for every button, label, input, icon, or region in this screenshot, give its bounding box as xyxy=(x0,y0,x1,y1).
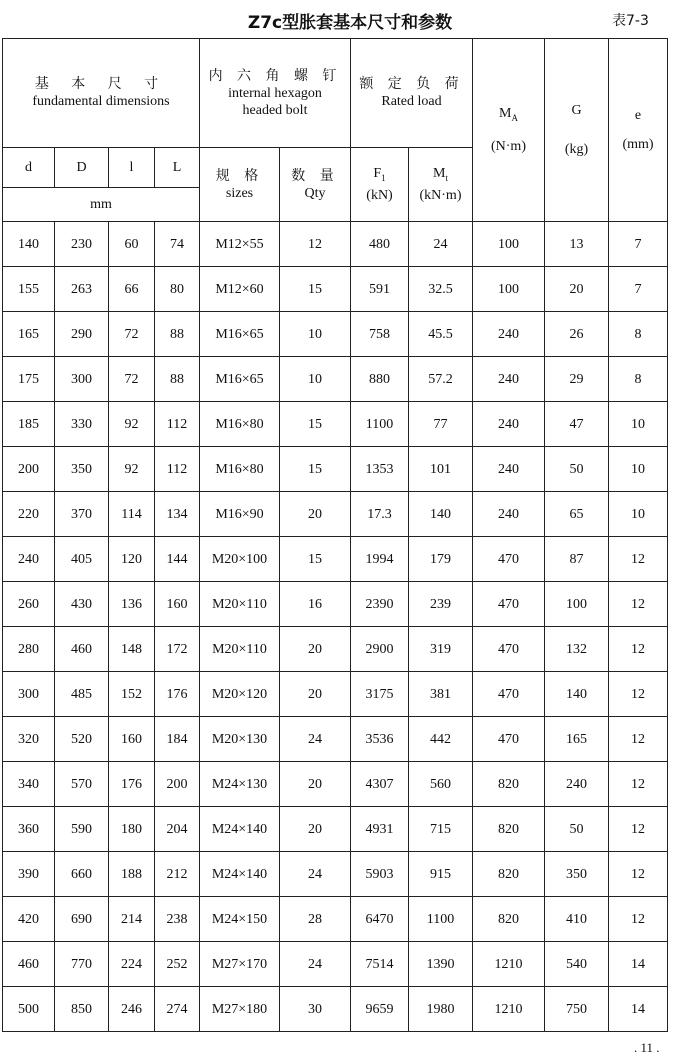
table-row xyxy=(3,762,668,807)
cell-f1: 2390 xyxy=(351,582,409,627)
cell-d: 280 xyxy=(3,627,55,672)
cell-ma: 470 xyxy=(473,537,545,582)
cell-d: 460 xyxy=(3,942,55,987)
table-body xyxy=(3,222,668,1032)
cell-D: 370 xyxy=(55,492,109,537)
bolt-cn: 内 六 角 螺 钉 xyxy=(208,67,342,84)
qty-cn: 数 量 xyxy=(291,167,339,184)
table-row xyxy=(3,582,668,627)
cell-g: 100 xyxy=(545,582,609,627)
table-row xyxy=(3,987,668,1032)
cell-D: 690 xyxy=(55,897,109,942)
cell-d: 165 xyxy=(3,312,55,357)
table-row xyxy=(3,267,668,312)
cell-l: 136 xyxy=(109,582,155,627)
cell-ma: 820 xyxy=(473,852,545,897)
cell-l: 92 xyxy=(109,402,155,447)
cell-d: 185 xyxy=(3,402,55,447)
cell-e: 10 xyxy=(609,447,668,492)
g-header xyxy=(545,39,609,222)
cell-qty: 15 xyxy=(280,402,351,447)
cell-mt: 1980 xyxy=(409,987,473,1032)
cell-g: 165 xyxy=(545,717,609,762)
table-row xyxy=(3,537,668,582)
cell-e: 12 xyxy=(609,852,668,897)
cell-l: 224 xyxy=(109,942,155,987)
page-number: . 11 . xyxy=(634,1040,660,1055)
ma-unit: (N·m) xyxy=(491,139,526,155)
cell-bolt-size: M16×80 xyxy=(200,447,280,492)
table-row xyxy=(3,942,668,987)
cell-g: 20 xyxy=(545,267,609,312)
col-L-header: L xyxy=(155,148,200,188)
cell-D: 485 xyxy=(55,672,109,717)
cell-l: 188 xyxy=(109,852,155,897)
cell-bolt-size: M27×170 xyxy=(200,942,280,987)
cell-e: 12 xyxy=(609,627,668,672)
col-d-header: d xyxy=(3,148,55,188)
cell-ma: 820 xyxy=(473,807,545,852)
cell-d: 240 xyxy=(3,537,55,582)
cell-qty: 20 xyxy=(280,672,351,717)
cell-L: 144 xyxy=(155,537,200,582)
cell-l: 176 xyxy=(109,762,155,807)
g-label: G xyxy=(571,103,582,118)
cell-f1: 1994 xyxy=(351,537,409,582)
table-row xyxy=(3,717,668,762)
rated-load-en: Rated load xyxy=(381,94,442,109)
col-sizes-header xyxy=(200,148,280,222)
cell-f1: 591 xyxy=(351,267,409,312)
table-row xyxy=(3,447,668,492)
cell-e: 14 xyxy=(609,987,668,1032)
cell-d: 300 xyxy=(3,672,55,717)
cell-f1: 7514 xyxy=(351,942,409,987)
basic-dimensions-header xyxy=(3,39,200,148)
cell-mt: 319 xyxy=(409,627,473,672)
cell-f1: 5903 xyxy=(351,852,409,897)
cell-f1: 3536 xyxy=(351,717,409,762)
cell-l: 60 xyxy=(109,222,155,267)
cell-ma: 470 xyxy=(473,582,545,627)
cell-ma: 470 xyxy=(473,717,545,762)
cell-e: 10 xyxy=(609,402,668,447)
cell-mt: 1390 xyxy=(409,942,473,987)
cell-g: 65 xyxy=(545,492,609,537)
cell-mt: 560 xyxy=(409,762,473,807)
table-title: Z7c型胀套基本尺寸和参数 xyxy=(247,13,453,33)
cell-g: 750 xyxy=(545,987,609,1032)
cell-mt: 24 xyxy=(409,222,473,267)
cell-g: 87 xyxy=(545,537,609,582)
cell-D: 300 xyxy=(55,357,109,402)
e-header xyxy=(609,39,668,222)
cell-e: 10 xyxy=(609,492,668,537)
cell-e: 12 xyxy=(609,762,668,807)
cell-f1: 4307 xyxy=(351,762,409,807)
table-number: 表7-3 xyxy=(612,13,649,29)
cell-e: 12 xyxy=(609,717,668,762)
cell-qty: 24 xyxy=(280,717,351,762)
cell-f1: 9659 xyxy=(351,987,409,1032)
cell-bolt-size: M16×90 xyxy=(200,492,280,537)
cell-D: 660 xyxy=(55,852,109,897)
table-row xyxy=(3,627,668,672)
cell-qty: 20 xyxy=(280,762,351,807)
cell-g: 540 xyxy=(545,942,609,987)
cell-mt: 381 xyxy=(409,672,473,717)
cell-ma: 240 xyxy=(473,357,545,402)
cell-l: 246 xyxy=(109,987,155,1032)
cell-L: 88 xyxy=(155,312,200,357)
cell-D: 460 xyxy=(55,627,109,672)
cell-ma: 820 xyxy=(473,762,545,807)
col-D-header: D xyxy=(55,148,109,188)
cell-f1: 480 xyxy=(351,222,409,267)
cell-f1: 17.3 xyxy=(351,492,409,537)
cell-mt: 179 xyxy=(409,537,473,582)
e-label: e xyxy=(634,108,642,123)
cell-ma: 240 xyxy=(473,402,545,447)
cell-l: 160 xyxy=(109,717,155,762)
cell-L: 212 xyxy=(155,852,200,897)
mt-sub: t xyxy=(445,172,448,183)
cell-L: 184 xyxy=(155,717,200,762)
cell-g: 240 xyxy=(545,762,609,807)
cell-d: 200 xyxy=(3,447,55,492)
f1-sub: 1 xyxy=(381,172,386,183)
cell-D: 230 xyxy=(55,222,109,267)
cell-qty: 16 xyxy=(280,582,351,627)
cell-mt: 915 xyxy=(409,852,473,897)
cell-d: 175 xyxy=(3,357,55,402)
cell-L: 74 xyxy=(155,222,200,267)
cell-g: 50 xyxy=(545,447,609,492)
cell-g: 140 xyxy=(545,672,609,717)
cell-l: 152 xyxy=(109,672,155,717)
cell-l: 148 xyxy=(109,627,155,672)
bolt-header xyxy=(200,39,351,148)
cell-qty: 24 xyxy=(280,942,351,987)
cell-L: 80 xyxy=(155,267,200,312)
cell-qty: 15 xyxy=(280,447,351,492)
cell-qty: 20 xyxy=(280,492,351,537)
cell-ma: 1210 xyxy=(473,987,545,1032)
cell-mt: 715 xyxy=(409,807,473,852)
ma-label: M xyxy=(499,105,512,121)
cell-bolt-size: M27×180 xyxy=(200,987,280,1032)
cell-bolt-size: M20×120 xyxy=(200,672,280,717)
basic-dimensions-cn: 基 本 尺 寸 xyxy=(34,76,168,92)
cell-bolt-size: M20×100 xyxy=(200,537,280,582)
col-l-header: l xyxy=(109,148,155,188)
cell-g: 50 xyxy=(545,807,609,852)
cell-L: 200 xyxy=(155,762,200,807)
cell-f1: 758 xyxy=(351,312,409,357)
cell-mt: 140 xyxy=(409,492,473,537)
cell-f1: 880 xyxy=(351,357,409,402)
cell-ma: 1210 xyxy=(473,942,545,987)
cell-qty: 15 xyxy=(280,267,351,312)
cell-D: 570 xyxy=(55,762,109,807)
cell-ma: 100 xyxy=(473,222,545,267)
cell-f1: 3175 xyxy=(351,672,409,717)
cell-f1: 4931 xyxy=(351,807,409,852)
cell-e: 12 xyxy=(609,582,668,627)
table-row xyxy=(3,222,668,267)
cell-l: 120 xyxy=(109,537,155,582)
cell-D: 330 xyxy=(55,402,109,447)
cell-ma: 100 xyxy=(473,267,545,312)
cell-D: 590 xyxy=(55,807,109,852)
ma-sub: A xyxy=(511,112,518,123)
g-unit: (kg) xyxy=(564,142,589,157)
header-row-1 xyxy=(3,39,668,148)
cell-D: 770 xyxy=(55,942,109,987)
col-mt-header xyxy=(409,148,473,222)
cell-L: 204 xyxy=(155,807,200,852)
f1-unit: (kN) xyxy=(366,187,393,203)
table-row xyxy=(3,672,668,717)
table-row xyxy=(3,357,668,402)
cell-bolt-size: M16×65 xyxy=(200,357,280,402)
cell-d: 155 xyxy=(3,267,55,312)
cell-e: 8 xyxy=(609,357,668,402)
table-row xyxy=(3,807,668,852)
bolt-en-1: internal hexagon xyxy=(228,85,322,101)
cell-qty: 20 xyxy=(280,807,351,852)
cell-mt: 239 xyxy=(409,582,473,627)
ma-header xyxy=(473,39,545,222)
cell-g: 47 xyxy=(545,402,609,447)
cell-d: 220 xyxy=(3,492,55,537)
basic-dimensions-en: fundamental dimensions xyxy=(32,94,170,109)
mm-unit-header: mm xyxy=(3,188,200,222)
cell-l: 72 xyxy=(109,312,155,357)
cell-f1: 1100 xyxy=(351,402,409,447)
cell-D: 350 xyxy=(55,447,109,492)
cell-bolt-size: M20×110 xyxy=(200,627,280,672)
table-row xyxy=(3,852,668,897)
cell-e: 7 xyxy=(609,222,668,267)
rated-load-cn: 额 定 负 荷 xyxy=(359,76,464,92)
cell-D: 850 xyxy=(55,987,109,1032)
cell-d: 260 xyxy=(3,582,55,627)
cell-L: 274 xyxy=(155,987,200,1032)
cell-L: 172 xyxy=(155,627,200,672)
cell-d: 140 xyxy=(3,222,55,267)
cell-L: 238 xyxy=(155,897,200,942)
cell-L: 112 xyxy=(155,402,200,447)
cell-e: 12 xyxy=(609,672,668,717)
cell-bolt-size: M24×140 xyxy=(200,807,280,852)
cell-ma: 240 xyxy=(473,447,545,492)
cell-qty: 28 xyxy=(280,897,351,942)
sizes-cn: 规 格 xyxy=(215,167,264,184)
cell-bolt-size: M12×55 xyxy=(200,222,280,267)
cell-D: 263 xyxy=(55,267,109,312)
cell-e: 12 xyxy=(609,537,668,582)
cell-D: 430 xyxy=(55,582,109,627)
cell-mt: 77 xyxy=(409,402,473,447)
mt-label: M xyxy=(433,166,446,182)
cell-bolt-size: M24×150 xyxy=(200,897,280,942)
cell-bolt-size: M20×110 xyxy=(200,582,280,627)
cell-l: 180 xyxy=(109,807,155,852)
cell-l: 214 xyxy=(109,897,155,942)
cell-L: 176 xyxy=(155,672,200,717)
table-row xyxy=(3,312,668,357)
cell-D: 290 xyxy=(55,312,109,357)
rated-load-header xyxy=(351,39,473,148)
cell-bolt-size: M12×60 xyxy=(200,267,280,312)
cell-f1: 6470 xyxy=(351,897,409,942)
cell-qty: 30 xyxy=(280,987,351,1032)
cell-l: 66 xyxy=(109,267,155,312)
cell-qty: 10 xyxy=(280,357,351,402)
cell-mt: 57.2 xyxy=(409,357,473,402)
qty-en: Qty xyxy=(304,185,326,201)
cell-ma: 240 xyxy=(473,312,545,357)
col-f1-header xyxy=(351,148,409,222)
cell-d: 500 xyxy=(3,987,55,1032)
cell-g: 410 xyxy=(545,897,609,942)
cell-g: 132 xyxy=(545,627,609,672)
spec-table xyxy=(2,38,668,1032)
cell-qty: 10 xyxy=(280,312,351,357)
cell-d: 420 xyxy=(3,897,55,942)
cell-d: 390 xyxy=(3,852,55,897)
cell-e: 7 xyxy=(609,267,668,312)
cell-f1: 1353 xyxy=(351,447,409,492)
cell-qty: 15 xyxy=(280,537,351,582)
cell-mt: 45.5 xyxy=(409,312,473,357)
cell-L: 88 xyxy=(155,357,200,402)
cell-qty: 12 xyxy=(280,222,351,267)
cell-d: 320 xyxy=(3,717,55,762)
col-qty-header xyxy=(280,148,351,222)
cell-g: 29 xyxy=(545,357,609,402)
cell-e: 8 xyxy=(609,312,668,357)
f1-label: F xyxy=(373,166,382,182)
bolt-en-2: headed bolt xyxy=(242,102,308,118)
table-row xyxy=(3,492,668,537)
cell-mt: 32.5 xyxy=(409,267,473,312)
mt-unit: (kN·m) xyxy=(419,187,462,203)
cell-g: 13 xyxy=(545,222,609,267)
cell-L: 112 xyxy=(155,447,200,492)
cell-d: 340 xyxy=(3,762,55,807)
cell-mt: 1100 xyxy=(409,897,473,942)
cell-ma: 470 xyxy=(473,627,545,672)
cell-e: 12 xyxy=(609,897,668,942)
cell-qty: 20 xyxy=(280,627,351,672)
cell-bolt-size: M20×130 xyxy=(200,717,280,762)
e-unit: (mm) xyxy=(622,137,654,152)
cell-bolt-size: M16×65 xyxy=(200,312,280,357)
cell-D: 405 xyxy=(55,537,109,582)
cell-L: 252 xyxy=(155,942,200,987)
cell-ma: 820 xyxy=(473,897,545,942)
cell-ma: 240 xyxy=(473,492,545,537)
cell-bolt-size: M24×140 xyxy=(200,852,280,897)
cell-l: 92 xyxy=(109,447,155,492)
cell-D: 520 xyxy=(55,717,109,762)
cell-f1: 2900 xyxy=(351,627,409,672)
cell-L: 134 xyxy=(155,492,200,537)
cell-e: 14 xyxy=(609,942,668,987)
cell-bolt-size: M24×130 xyxy=(200,762,280,807)
cell-L: 160 xyxy=(155,582,200,627)
cell-qty: 24 xyxy=(280,852,351,897)
sizes-en: sizes xyxy=(225,185,254,201)
cell-e: 12 xyxy=(609,807,668,852)
cell-mt: 101 xyxy=(409,447,473,492)
cell-l: 114 xyxy=(109,492,155,537)
cell-d: 360 xyxy=(3,807,55,852)
cell-g: 26 xyxy=(545,312,609,357)
cell-l: 72 xyxy=(109,357,155,402)
cell-bolt-size: M16×80 xyxy=(200,402,280,447)
cell-mt: 442 xyxy=(409,717,473,762)
table-row xyxy=(3,402,668,447)
cell-ma: 470 xyxy=(473,672,545,717)
cell-g: 350 xyxy=(545,852,609,897)
table-row xyxy=(3,897,668,942)
